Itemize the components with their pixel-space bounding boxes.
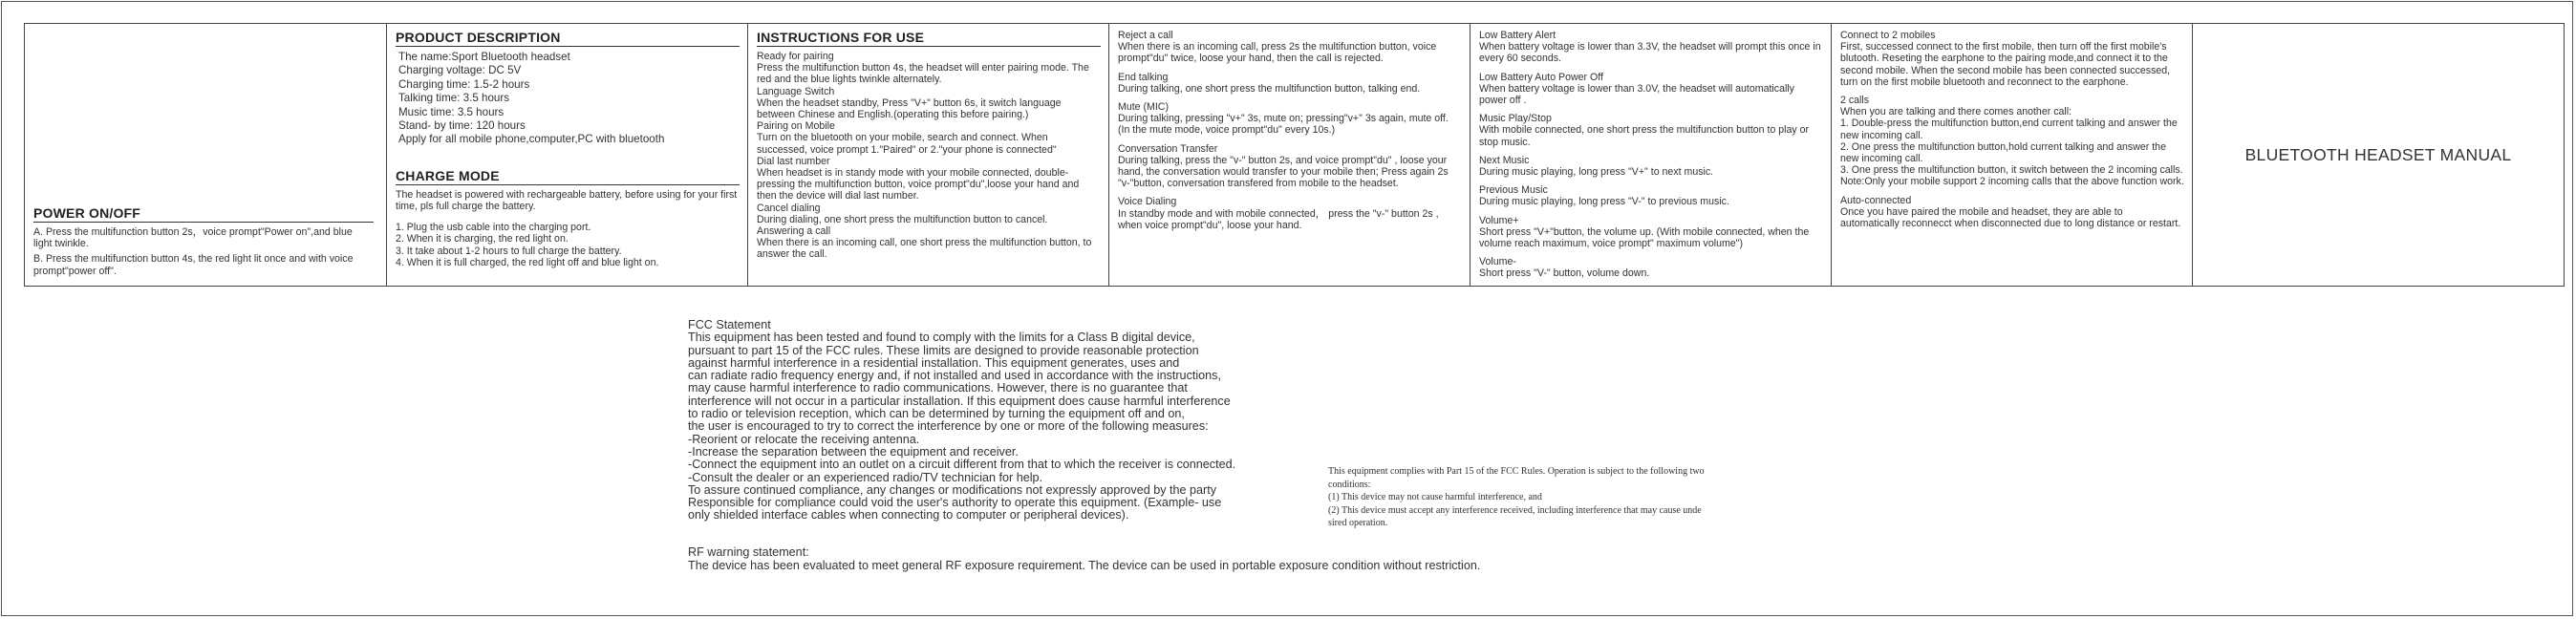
battery-title: Volume+ bbox=[1479, 214, 1519, 226]
part15-notice: This equipment complies with Part 15 of the FCC Rules. Operation is subject to the following two conditions: (1) This device may not cause harmful interference, and (2) This device must accept any interference received, including interference that may cause unde sired operation. bbox=[1328, 466, 1705, 529]
calls-section bbox=[1118, 72, 1462, 95]
instructions-panel bbox=[748, 24, 1109, 286]
battery-title: Low Battery Alert bbox=[1479, 30, 1556, 41]
instructions-heading: INSTRUCTIONS FOR USE bbox=[757, 30, 1101, 47]
power-item-a: A. Press the multifunction button 2s，voice prompt"Power on",and blue light twinkle. bbox=[33, 226, 353, 250]
calls-panel bbox=[1109, 24, 1470, 286]
multi-text: When you are talking and there comes another call: 1. Double-press the multifunction button,end current talking and answer the new incoming call. 2. One press the multifunction button,hold current talking and answer the new incoming call. 3. One press the multifunction button, it switch between the 2 incoming calls. Note:Only your mobile support 2 incoming calls that the above function work. bbox=[1840, 106, 2184, 188]
rf-warning: RF warning statement: The device has been evaluated to meet general RF exposure requirement. The device can be used in portable exposure condition without restriction. bbox=[688, 545, 1481, 572]
instr-title: Ready for pairing bbox=[757, 51, 834, 62]
charge-step: 3. It take about 1-2 hours to full charge the battery. bbox=[396, 245, 622, 257]
title-panel bbox=[2193, 24, 2564, 286]
calls-text: When there is an incoming call, press 2s the multifunction button, voice prompt"du" twice, loose your hand, then the call is rejected. bbox=[1118, 41, 1437, 65]
multi-text: Once you have paired the mobile and headset, they are able to automatically reconnecct when disconnected due to long distance or restart. bbox=[1840, 205, 2181, 230]
calls-section bbox=[1118, 143, 1462, 190]
battery-section bbox=[1479, 30, 1823, 65]
calls-text: During talking, one short press the multifunction button, talking end. bbox=[1118, 82, 1421, 95]
instr-text: When headset is in standy mode with your mobile connected, double-pressing the multifunction button, voice prompt"du",loose your hand and then the device will dial last number. bbox=[757, 167, 1080, 203]
battery-title: Previous Music bbox=[1479, 184, 1548, 197]
calls-section bbox=[1118, 30, 1462, 65]
power-item-b: B. Press the multifunction button 4s, the red light lit once and with voice prompt"power off". bbox=[33, 253, 354, 277]
instr-title: Cancel dialing bbox=[757, 202, 821, 214]
battery-text: During music playing, long press "V-" to previous music. bbox=[1479, 196, 1729, 208]
battery-section bbox=[1479, 113, 1823, 148]
charge-step: 4. When it is full charged, the red light off and blue light on. bbox=[396, 256, 659, 268]
calls-title: Mute (MIC) bbox=[1118, 101, 1169, 114]
spec-item: Talking time: 3.5 hours bbox=[398, 92, 509, 105]
charge-heading: CHARGE MODE bbox=[396, 168, 740, 185]
calls-title: Conversation Transfer bbox=[1118, 142, 1218, 155]
instr-text: Press the multifunction button 4s, the headset will enter pairing mode. The red and the blue lights twinkle alternately. bbox=[757, 62, 1089, 86]
battery-section bbox=[1479, 215, 1823, 250]
calls-text: During talking, pressing "v+" 3s, mute on; pressing"v+" 3s again, mute off. (In the mute mode, voice prompt"du" every 10s.) bbox=[1118, 113, 1449, 137]
charge-step: 2. When it is charging, the red light on. bbox=[396, 233, 569, 245]
battery-panel bbox=[1470, 24, 1832, 286]
multi-title: 2 calls bbox=[1840, 95, 1870, 107]
instr-text: When the headset standby, Press "V+" button 6s, it switch language between Chinese and English.(operating this before pairing.) bbox=[757, 96, 1062, 121]
battery-text: With mobile connected, one short press the multifunction button to play or stop music. bbox=[1479, 124, 1810, 148]
charge-intro: The headset is powered with rechargeable battery, before using for your first time, pls full charge the battery. bbox=[396, 188, 738, 213]
calls-title: Reject a call bbox=[1118, 30, 1173, 41]
battery-text: During music playing, long press "V+" to next music. bbox=[1479, 166, 1714, 179]
product-heading: PRODUCT DESCRIPTION bbox=[396, 30, 740, 47]
multi-section bbox=[1840, 95, 2184, 188]
spec-item: The name:Sport Bluetooth headset bbox=[398, 51, 570, 63]
instr-section bbox=[757, 156, 1101, 203]
calls-text: In standby mode and with mobile connected， press the "v-" button 2s , when voice prompt"du", loose your hand. bbox=[1118, 207, 1439, 231]
calls-title: End talking bbox=[1118, 71, 1169, 83]
battery-text: When battery voltage is lower than 3.0V, the headset will automatically power off . bbox=[1479, 82, 1794, 107]
charge-step: 1. Plug the usb cable into the charging port. bbox=[396, 222, 591, 234]
manual-panels bbox=[24, 23, 2565, 287]
spec-item: Charging voltage: DC 5V bbox=[398, 64, 522, 77]
multi-text: First, successed connect to the first mobile, then turn off the first mobile's blutooth. Reseting the earphone to the pairing mode,and connect it to the second mobile. When the second mobile has been connected successed, turn on the first mobile bluetooth and reconnect to the earphone. bbox=[1840, 41, 2171, 88]
instr-text: During dialing, one short press the multifunction button to cancel. bbox=[757, 213, 1048, 225]
battery-title: Low Battery Auto Power Off bbox=[1479, 71, 1603, 83]
multi-section bbox=[1840, 30, 2184, 88]
charge-steps bbox=[396, 222, 740, 268]
instr-title: Answering a call bbox=[757, 225, 831, 238]
battery-text: Short press "V+"button, the volume up. (With mobile connected, when the volume reach maximum, voice prompt" maximum volume") bbox=[1479, 225, 1810, 250]
battery-section bbox=[1479, 155, 1823, 178]
instr-text: Turn on the bluetooth on your mobile, search and connect. When successed, voice prompt 1."Paired" or 2."your phone is connected" bbox=[757, 132, 1057, 156]
instr-text: When there is an incoming call, one short press the multifunction button, to answer the call. bbox=[757, 237, 1092, 261]
battery-section bbox=[1479, 72, 1823, 107]
battery-title: Volume- bbox=[1479, 256, 1516, 268]
battery-text: When battery voltage is lower than 3.3V, the headset will prompt this once in every 60 seconds. bbox=[1479, 41, 1821, 65]
power-heading: POWER ON/OFF bbox=[33, 205, 374, 223]
fcc-statement: FCC Statement This equipment has been tested and found to comply with the limits for a Class B digital device, pursuant to part 15 of the FCC rules. These limits are designed to provide reasonable protection against harmful interference in a residential installation. This equipment generates, uses and can radiate radio frequency energy and, if not installed and used in accordance with the instructions, may cause harmful interference to radio communications. However, there is no guarantee that interference will not occur in a particular installation. If this equipment does cause harmful interference to radio or television reception, which can be determined by turning the equipment off and on, the user is encouraged to try to correct the interference by one or more of the following measures: -Reorient or relocate the receiving antenna. -Increase the separation between the equipment and receiver. -Connect the equipment into an outlet on a circuit different from that to which the receiver is connected. -Consult the dealer or an experienced radio/TV technician for help. To assure continued compliance, any changes or modifications not expressly approved by the party Responsible for compliance could void the user's authority to operate this equipment. (Example- use only shielded interface cables when connecting to computer or peripheral devices). bbox=[688, 318, 1236, 523]
instr-section bbox=[757, 86, 1101, 121]
instr-title: Language Switch bbox=[757, 85, 835, 97]
battery-text: Short press "V-" button, volume down. bbox=[1479, 267, 1650, 280]
battery-title: Music Play/Stop bbox=[1479, 113, 1552, 125]
product-specs bbox=[396, 51, 740, 147]
battery-section bbox=[1479, 256, 1823, 279]
multi-title: Auto-connected bbox=[1840, 194, 1912, 206]
calls-section bbox=[1118, 101, 1462, 137]
calls-section bbox=[1118, 196, 1462, 231]
spec-item: Music time: 3.5 hours bbox=[398, 105, 504, 118]
battery-title: Next Music bbox=[1479, 154, 1530, 166]
calls-text: During talking, press the "v-" button 2s, and voice prompt"du" , loose your hand, the conversation would transfer to your mobile then; Press again 2s "v-"button, conversation transfered from mobile to the headset. bbox=[1118, 154, 1449, 190]
multi-panel bbox=[1832, 24, 2193, 286]
calls-title: Voice Dialing bbox=[1118, 196, 1177, 208]
spec-item: Charging time: 1.5-2 hours bbox=[398, 77, 530, 91]
spec-item: Stand- by time: 120 hours bbox=[398, 119, 526, 133]
instr-section bbox=[757, 225, 1101, 261]
power-panel bbox=[25, 24, 387, 286]
instr-title: Pairing on Mobile bbox=[757, 120, 835, 133]
product-panel bbox=[387, 24, 748, 286]
spec-item: Apply for all mobile phone,computer,PC with bluetooth bbox=[398, 133, 665, 146]
instr-section bbox=[757, 203, 1101, 225]
multi-section bbox=[1840, 195, 2184, 230]
instr-section bbox=[757, 51, 1101, 86]
manual-title: BLUETOOTH HEADSET MANUAL bbox=[2244, 144, 2512, 164]
instr-section bbox=[757, 120, 1101, 156]
instr-title: Dial last number bbox=[757, 155, 830, 167]
battery-section bbox=[1479, 184, 1823, 207]
multi-title: Connect to 2 mobiles bbox=[1840, 30, 1936, 41]
